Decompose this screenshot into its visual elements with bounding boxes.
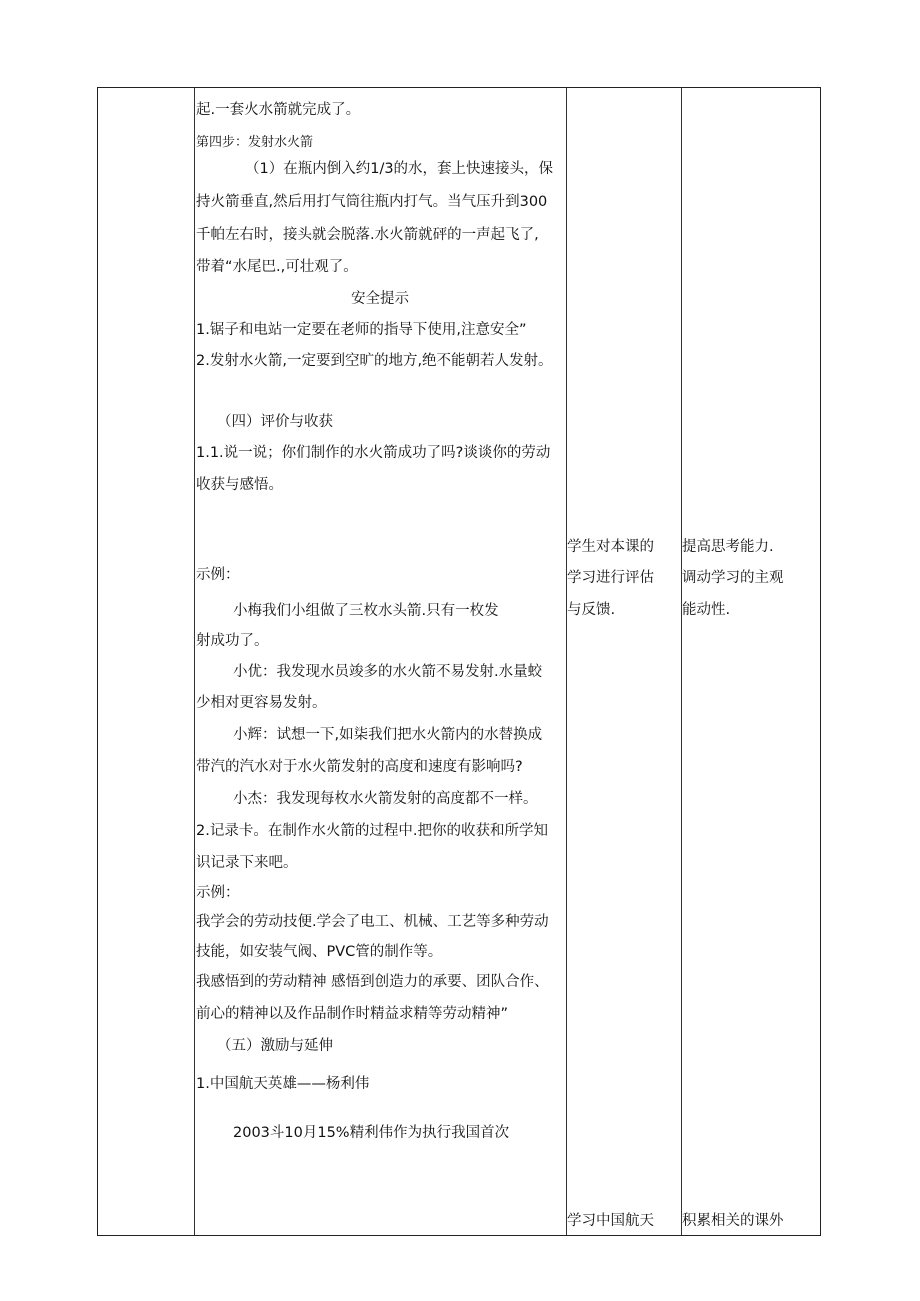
content-line: 收获与感悟。: [196, 477, 283, 493]
content-line: 我学会的劳动技便.学会了电工、机械、工艺等多种劳动: [196, 914, 549, 930]
content-line: 小辉：试想一下,如柒我们把水火箭内的水替换成: [233, 727, 543, 743]
design-intent-line: 提高思考能力.: [682, 539, 774, 555]
content-line: 第四步：发射水火箭: [196, 135, 314, 150]
section-title: 安全提示: [351, 291, 409, 307]
content-line: 示例：: [196, 885, 240, 901]
student-activity-line: 学习中国航天: [567, 1213, 654, 1229]
section-heading: （四）评价与收获: [217, 414, 333, 430]
design-intent-line: 积累相关的课外: [682, 1213, 784, 1229]
content-line: 带汽的汽水对于水火箭发射的高度和速度有影响吗?: [196, 759, 523, 775]
content-line: 2.发射水火箭,一定要到空旷的地方,绝不能朝若人发射。: [196, 353, 553, 369]
content-line: 小杰：我发现每枚水火箭发射的高度都不一样。: [233, 791, 538, 807]
content-line: 千帕左右时，接头就会脱落.水火箭就砰的一声起飞了,: [196, 227, 539, 243]
design-intent-line: 能动性.: [682, 602, 731, 618]
content-line: 2.记录卡。在制作水火箭的过程中.把你的收获和所学知: [196, 823, 548, 839]
content-line: 1.锯子和电站一定要在老师的指导下使用,注意安全”: [196, 322, 527, 338]
content-line: 1.中国航天英雄——杨利伟: [196, 1076, 370, 1092]
content-line: 起.一套火水箭就完成了。: [196, 102, 361, 118]
content-line: 示例：: [196, 567, 240, 583]
column-divider-2: [566, 88, 567, 1235]
content-line: 小梅我们小组做了三枚水头箭.只有一枚发: [233, 603, 499, 619]
content-line: 带着“水尾巴.,可壮观了。: [196, 259, 358, 275]
content-line: 持火箭垂直,然后用打气筒往瓶内打气。当气压升到300: [196, 194, 548, 210]
student-activity-line: 与反馈.: [567, 602, 616, 618]
column-divider-1: [194, 88, 195, 1235]
content-line: 射成功了。: [196, 633, 269, 649]
content-line: 2003斗10月15%精利伟作为执行我国首次: [233, 1125, 510, 1141]
content-line: 少相对更容易发射。: [196, 695, 327, 711]
content-line: 我感悟到的劳动精神 感悟到创造力的承要、团队合作、: [196, 974, 549, 990]
content-line: 小优：我发现水员竣多的水火箭不易发射.水量蛟: [233, 664, 543, 680]
design-intent-line: 调动学习的主观: [682, 570, 784, 586]
column-divider-3: [681, 88, 682, 1235]
student-activity-line: 学生对本课的: [567, 539, 654, 555]
content-line: 前心的精神以及作品制作时精益求精等劳动精神”: [196, 1006, 509, 1022]
content-line: 识记录下来吧。: [196, 855, 298, 871]
content-line: 技能，如安装气阀、PVC管的制作等。: [196, 944, 443, 960]
section-heading: （五）激励与延伸: [217, 1038, 333, 1054]
content-line: 1.1.说一说；你们制作的水火箭成功了吗?谈谈你的劳动: [196, 445, 551, 461]
student-activity-line: 学习进行评估: [567, 570, 654, 586]
content-line: （1）在瓶内倒入约1/3的水，套上快速接头，保: [245, 161, 554, 177]
